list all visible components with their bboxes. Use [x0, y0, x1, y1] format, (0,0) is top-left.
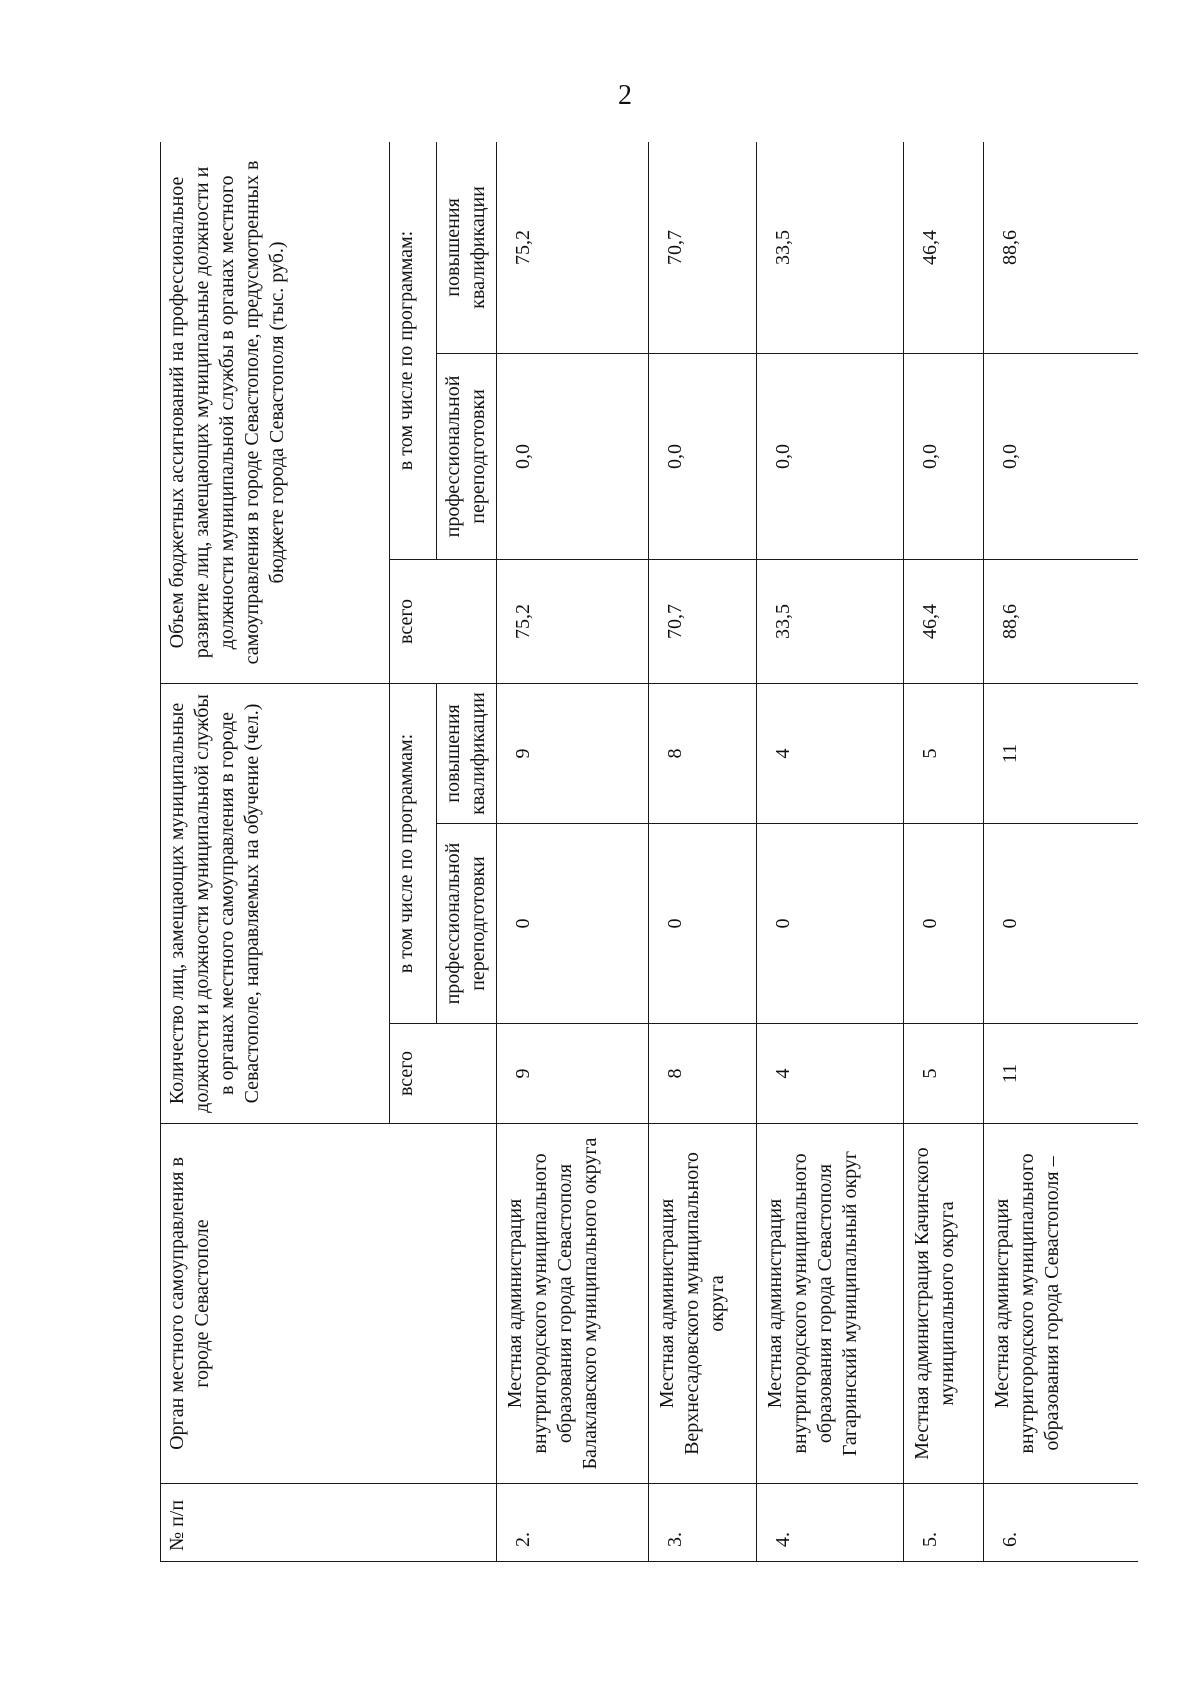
row-budget-total: 33,5 — [757, 559, 904, 683]
row-persons-total: 9 — [497, 1024, 649, 1124]
header-persons-including: в том числе по программам: — [390, 683, 437, 1023]
row-budget-qualification: 88,6 — [984, 142, 1139, 353]
row-budget-qualification: 46,4 — [904, 142, 984, 353]
header-budget-retraining: профессиональной переподготовки — [437, 353, 497, 559]
row-index: 2. — [497, 1484, 649, 1562]
row-budget-retraining: 0,0 — [497, 353, 649, 559]
row-persons-qualification: 5 — [904, 683, 984, 823]
row-budget-total: 75,2 — [497, 559, 649, 683]
row-budget-qualification: 75,2 — [497, 142, 649, 353]
header-persons-retraining: профессиональной переподготовки — [437, 824, 497, 1024]
row-budget-qualification: 70,7 — [649, 142, 757, 353]
table-row — [984, 142, 1139, 1562]
row-org: Местная администрация внутригородского муниципального образования города Севастополя – — [984, 1124, 1139, 1484]
budget-allocation-table — [160, 142, 1138, 1562]
row-persons-qualification: 11 — [984, 683, 1139, 823]
row-persons-retraining: 0 — [649, 824, 757, 1024]
header-persons-qualification: повышения квалификации — [437, 683, 497, 823]
row-persons-retraining: 0 — [497, 824, 649, 1024]
row-index: 3. — [649, 1484, 757, 1562]
row-budget-total: 88,6 — [984, 559, 1139, 683]
row-persons-qualification: 4 — [757, 683, 904, 823]
page-number: 2 — [618, 80, 632, 111]
header-budget-group: Объем бюджетных ассигнований на профессиональное развитие лиц, замещающих муниципальные должности и должности муниципальной службы в органах местного самоуправления в городе Севастополе, предусмотренных в бюджете города Севастополя (тыс. руб.) — [161, 142, 390, 683]
table-row — [757, 142, 904, 1562]
row-budget-total: 70,7 — [649, 559, 757, 683]
row-org: Местная администрация внутригородского муниципального образования города Севастополя Балаклавского муниципального округа — [497, 1124, 649, 1484]
row-persons-total: 8 — [649, 1024, 757, 1124]
row-persons-total: 4 — [757, 1024, 904, 1124]
header-budget-qualification: повышения квалификации — [437, 142, 497, 353]
row-budget-total: 46,4 — [904, 559, 984, 683]
row-index: 4. — [757, 1484, 904, 1562]
row-persons-total: 5 — [904, 1024, 984, 1124]
header-no: № п/п — [161, 1484, 497, 1562]
row-budget-retraining: 0,0 — [904, 353, 984, 559]
header-budget-including: в том числе по программам: — [390, 142, 437, 559]
table-frame — [160, 142, 1138, 1562]
row-persons-retraining: 0 — [904, 824, 984, 1024]
table-row — [497, 142, 649, 1562]
row-org: Местная администрация внутригородского муниципального образования города Севастополя Гагаринский муниципальный округ — [757, 1124, 904, 1484]
table-row — [649, 142, 757, 1562]
row-budget-qualification: 33,5 — [757, 142, 904, 353]
row-persons-qualification: 8 — [649, 683, 757, 823]
row-budget-retraining: 0,0 — [757, 353, 904, 559]
table-row — [904, 142, 984, 1562]
row-budget-retraining: 0,0 — [649, 353, 757, 559]
row-persons-total: 11 — [984, 1024, 1139, 1124]
header-persons-group: Количество лиц, замещающих муниципальные должности и должности муниципальной службы в органах местного самоуправления в городе Севастополе, направляемых на обучение (чел.) — [161, 683, 390, 1123]
row-org: Местная администрация Верхнесадовского муниципального округа — [649, 1124, 757, 1484]
row-persons-qualification: 9 — [497, 683, 649, 823]
row-persons-retraining: 0 — [757, 824, 904, 1024]
header-budget-total: всего — [390, 559, 497, 683]
row-org: Местная администрация Качинского муниципального округа — [904, 1124, 984, 1484]
header-persons-total: всего — [390, 1024, 497, 1124]
row-budget-retraining: 0,0 — [984, 353, 1139, 559]
row-index: 5. — [904, 1484, 984, 1562]
row-index: 6. — [984, 1484, 1139, 1562]
header-row-1 — [161, 142, 390, 1562]
header-org: Орган местного самоуправления в городе Севастополе — [161, 1124, 497, 1484]
row-persons-retraining: 0 — [984, 824, 1139, 1024]
